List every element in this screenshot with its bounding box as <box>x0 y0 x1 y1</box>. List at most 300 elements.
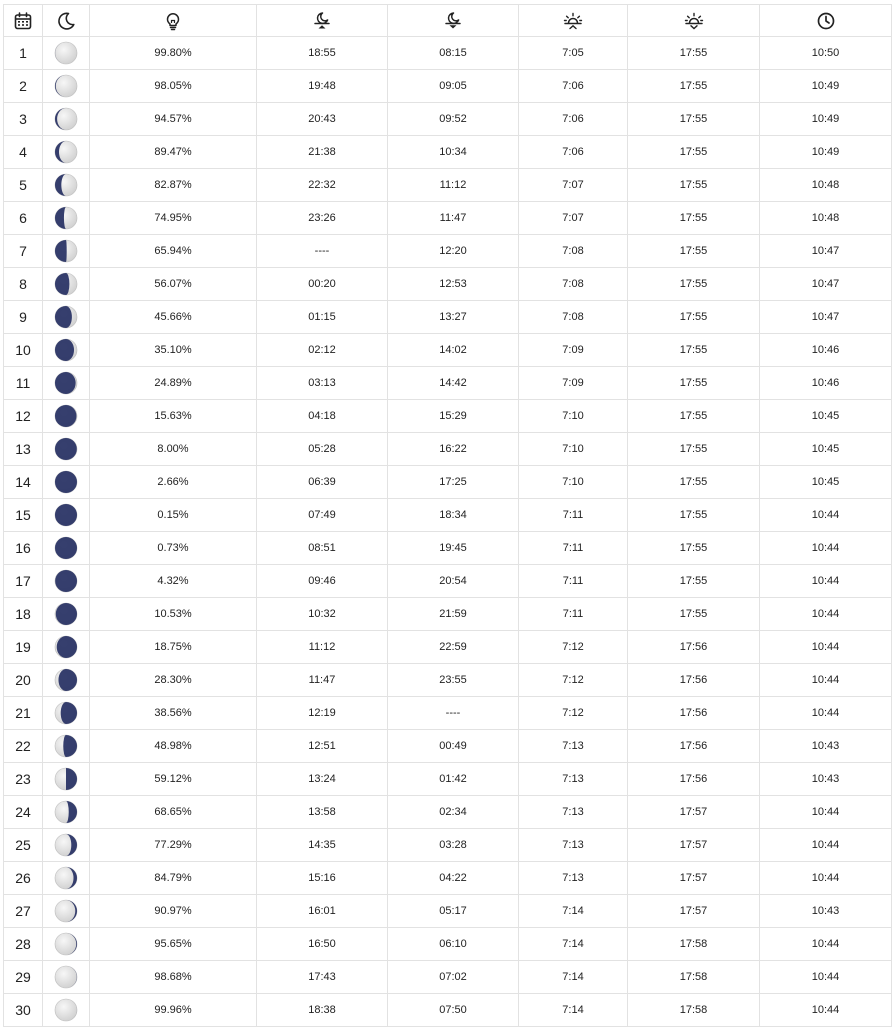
moon-phase-table <box>3 4 892 1027</box>
sunset-cell: 17:58 <box>628 994 760 1027</box>
moon-phase-icon <box>54 965 78 989</box>
moon-phase-cell <box>43 433 90 466</box>
moon-phase-cell <box>43 466 90 499</box>
moonset-cell: 03:28 <box>388 829 519 862</box>
moon-phase-cell <box>43 862 90 895</box>
table-row <box>4 37 892 70</box>
moon-phase-cell <box>43 730 90 763</box>
sunset-cell: 17:55 <box>628 37 760 70</box>
illumination-cell: 45.66% <box>90 301 257 334</box>
illumination-cell: 65.94% <box>90 235 257 268</box>
day-cell: 5 <box>4 169 43 202</box>
sunset-cell: 17:55 <box>628 433 760 466</box>
sunrise-cell: 7:14 <box>519 895 628 928</box>
sunset-cell: 17:57 <box>628 796 760 829</box>
day-cell: 8 <box>4 268 43 301</box>
day-length-cell: 10:46 <box>760 334 892 367</box>
calendar-icon <box>13 11 33 31</box>
moonrise-cell: 13:24 <box>257 763 388 796</box>
day-cell: 25 <box>4 829 43 862</box>
moon-phase-icon <box>54 899 78 923</box>
day-cell: 6 <box>4 202 43 235</box>
lightbulb-icon <box>163 11 183 31</box>
sunset-cell: 17:55 <box>628 136 760 169</box>
sunset-cell: 17:57 <box>628 829 760 862</box>
sunset-cell: 17:55 <box>628 367 760 400</box>
moonset-icon <box>443 11 463 31</box>
sunrise-cell: 7:10 <box>519 433 628 466</box>
moonrise-cell: 17:43 <box>257 961 388 994</box>
moonset-cell: 14:02 <box>388 334 519 367</box>
moon-phase-cell <box>43 268 90 301</box>
illumination-cell: 59.12% <box>90 763 257 796</box>
illumination-cell: 99.80% <box>90 37 257 70</box>
moonset-cell: 04:22 <box>388 862 519 895</box>
sunset-cell: 17:56 <box>628 664 760 697</box>
sunrise-cell: 7:12 <box>519 664 628 697</box>
illumination-cell: 82.87% <box>90 169 257 202</box>
moon-phase-icon <box>54 470 78 494</box>
table-row <box>4 565 892 598</box>
moonset-cell: ---- <box>388 697 519 730</box>
moon-phase-cell <box>43 631 90 664</box>
day-cell: 28 <box>4 928 43 961</box>
sunset-cell: 17:55 <box>628 400 760 433</box>
moonrise-cell: 09:46 <box>257 565 388 598</box>
day-length-cell: 10:44 <box>760 961 892 994</box>
day-cell: 11 <box>4 367 43 400</box>
moonset-cell: 22:59 <box>388 631 519 664</box>
moon-phase-icon <box>54 272 78 296</box>
moon-phase-cell <box>43 70 90 103</box>
illumination-cell: 48.98% <box>90 730 257 763</box>
header-illumination <box>90 5 257 37</box>
moonrise-cell: 13:58 <box>257 796 388 829</box>
moonrise-cell: 03:13 <box>257 367 388 400</box>
illumination-cell: 38.56% <box>90 697 257 730</box>
moonrise-cell: 15:16 <box>257 862 388 895</box>
moon-phase-icon <box>54 800 78 824</box>
moonrise-cell: 23:26 <box>257 202 388 235</box>
moon-phase-icon <box>54 635 78 659</box>
sunrise-cell: 7:11 <box>519 565 628 598</box>
day-cell: 21 <box>4 697 43 730</box>
moon-icon <box>56 11 76 31</box>
day-cell: 27 <box>4 895 43 928</box>
sunset-cell: 17:55 <box>628 103 760 136</box>
table-row <box>4 202 892 235</box>
table-row <box>4 796 892 829</box>
moonset-cell: 16:22 <box>388 433 519 466</box>
table-row <box>4 499 892 532</box>
day-length-cell: 10:50 <box>760 37 892 70</box>
day-cell: 9 <box>4 301 43 334</box>
day-length-cell: 10:44 <box>760 862 892 895</box>
moon-phase-icon <box>54 305 78 329</box>
header-moonrise <box>257 5 388 37</box>
moon-phase-icon <box>54 74 78 98</box>
moonrise-cell: 05:28 <box>257 433 388 466</box>
moon-phase-icon <box>54 701 78 725</box>
moon-phase-cell <box>43 103 90 136</box>
moon-phase-icon <box>54 239 78 263</box>
table-row <box>4 697 892 730</box>
sunrise-cell: 7:07 <box>519 169 628 202</box>
moonset-cell: 14:42 <box>388 367 519 400</box>
moon-phase-cell <box>43 235 90 268</box>
day-length-cell: 10:47 <box>760 235 892 268</box>
moon-phase-icon <box>54 833 78 857</box>
moonrise-cell: 14:35 <box>257 829 388 862</box>
illumination-cell: 4.32% <box>90 565 257 598</box>
sunrise-cell: 7:13 <box>519 829 628 862</box>
day-length-cell: 10:48 <box>760 202 892 235</box>
table-row <box>4 433 892 466</box>
table-row <box>4 730 892 763</box>
sunset-cell: 17:55 <box>628 268 760 301</box>
moonset-cell: 07:50 <box>388 994 519 1027</box>
moon-phase-cell <box>43 202 90 235</box>
moonset-cell: 19:45 <box>388 532 519 565</box>
moon-calendar <box>3 4 892 1027</box>
moon-phase-cell <box>43 301 90 334</box>
day-length-cell: 10:43 <box>760 895 892 928</box>
moonrise-cell: 11:12 <box>257 631 388 664</box>
moonrise-cell: 18:38 <box>257 994 388 1027</box>
sunset-cell: 17:58 <box>628 928 760 961</box>
table-row <box>4 862 892 895</box>
illumination-cell: 8.00% <box>90 433 257 466</box>
moon-phase-cell <box>43 928 90 961</box>
moon-phase-icon <box>54 41 78 65</box>
table-row <box>4 895 892 928</box>
illumination-cell: 74.95% <box>90 202 257 235</box>
moon-phase-icon <box>54 932 78 956</box>
illumination-cell: 98.05% <box>90 70 257 103</box>
table-row <box>4 367 892 400</box>
moon-phase-icon <box>54 998 78 1022</box>
sunrise-cell: 7:13 <box>519 763 628 796</box>
day-cell: 15 <box>4 499 43 532</box>
moonset-cell: 12:20 <box>388 235 519 268</box>
moon-phase-icon <box>54 767 78 791</box>
illumination-cell: 99.96% <box>90 994 257 1027</box>
table-row <box>4 70 892 103</box>
day-cell: 1 <box>4 37 43 70</box>
sunrise-cell: 7:08 <box>519 268 628 301</box>
moonset-cell: 06:10 <box>388 928 519 961</box>
moonrise-cell: 04:18 <box>257 400 388 433</box>
sunrise-cell: 7:13 <box>519 862 628 895</box>
day-length-cell: 10:46 <box>760 367 892 400</box>
moon-phase-icon <box>54 206 78 230</box>
sunrise-icon <box>563 11 583 31</box>
moon-phase-icon <box>54 437 78 461</box>
sunrise-cell: 7:13 <box>519 730 628 763</box>
moon-phase-cell <box>43 334 90 367</box>
sunset-cell: 17:55 <box>628 70 760 103</box>
day-length-cell: 10:48 <box>760 169 892 202</box>
header-sunset <box>628 5 760 37</box>
illumination-cell: 28.30% <box>90 664 257 697</box>
table-row <box>4 631 892 664</box>
table-row <box>4 961 892 994</box>
sunset-cell: 17:55 <box>628 532 760 565</box>
moonset-cell: 17:25 <box>388 466 519 499</box>
sunset-cell: 17:56 <box>628 730 760 763</box>
moonrise-cell: 16:50 <box>257 928 388 961</box>
day-cell: 12 <box>4 400 43 433</box>
day-length-cell: 10:47 <box>760 268 892 301</box>
table-row <box>4 334 892 367</box>
illumination-cell: 56.07% <box>90 268 257 301</box>
day-cell: 4 <box>4 136 43 169</box>
moonset-cell: 21:59 <box>388 598 519 631</box>
day-length-cell: 10:45 <box>760 400 892 433</box>
sunrise-cell: 7:08 <box>519 301 628 334</box>
day-length-cell: 10:44 <box>760 928 892 961</box>
day-cell: 16 <box>4 532 43 565</box>
sunset-cell: 17:55 <box>628 565 760 598</box>
sunrise-cell: 7:08 <box>519 235 628 268</box>
illumination-cell: 10.53% <box>90 598 257 631</box>
moon-phase-cell <box>43 796 90 829</box>
day-cell: 7 <box>4 235 43 268</box>
moon-phase-cell <box>43 532 90 565</box>
table-row <box>4 763 892 796</box>
illumination-cell: 89.47% <box>90 136 257 169</box>
moonset-cell: 20:54 <box>388 565 519 598</box>
table-row <box>4 994 892 1027</box>
day-length-cell: 10:47 <box>760 301 892 334</box>
moonset-cell: 11:12 <box>388 169 519 202</box>
sunrise-cell: 7:13 <box>519 796 628 829</box>
moon-phase-cell <box>43 400 90 433</box>
sunrise-cell: 7:12 <box>519 697 628 730</box>
table-body <box>4 37 892 1027</box>
moonset-cell: 07:02 <box>388 961 519 994</box>
clock-icon <box>816 11 836 31</box>
moonset-cell: 12:53 <box>388 268 519 301</box>
moon-phase-icon <box>54 404 78 428</box>
table-row <box>4 598 892 631</box>
moon-phase-icon <box>54 503 78 527</box>
day-length-cell: 10:49 <box>760 70 892 103</box>
sunrise-cell: 7:06 <box>519 70 628 103</box>
moonrise-cell: 21:38 <box>257 136 388 169</box>
moon-phase-cell <box>43 961 90 994</box>
sunrise-cell: 7:05 <box>519 37 628 70</box>
moon-phase-icon <box>54 734 78 758</box>
moonrise-cell: 06:39 <box>257 466 388 499</box>
moonset-cell: 05:17 <box>388 895 519 928</box>
table-row <box>4 301 892 334</box>
moon-phase-cell <box>43 565 90 598</box>
moonrise-cell: 11:47 <box>257 664 388 697</box>
moonset-cell: 15:29 <box>388 400 519 433</box>
day-length-cell: 10:44 <box>760 994 892 1027</box>
moonrise-cell: 16:01 <box>257 895 388 928</box>
day-cell: 3 <box>4 103 43 136</box>
moon-phase-icon <box>54 140 78 164</box>
moonrise-cell: 10:32 <box>257 598 388 631</box>
moonset-cell: 01:42 <box>388 763 519 796</box>
moon-phase-cell <box>43 367 90 400</box>
day-cell: 29 <box>4 961 43 994</box>
sunset-cell: 17:55 <box>628 301 760 334</box>
moonrise-cell: 00:20 <box>257 268 388 301</box>
day-cell: 24 <box>4 796 43 829</box>
moon-phase-icon <box>54 569 78 593</box>
day-cell: 10 <box>4 334 43 367</box>
table-row <box>4 400 892 433</box>
day-length-cell: 10:44 <box>760 664 892 697</box>
table-row <box>4 169 892 202</box>
sunrise-cell: 7:09 <box>519 334 628 367</box>
sunrise-cell: 7:10 <box>519 400 628 433</box>
sunset-icon <box>684 11 704 31</box>
moonset-cell: 09:52 <box>388 103 519 136</box>
sunrise-cell: 7:14 <box>519 928 628 961</box>
sunset-cell: 17:56 <box>628 631 760 664</box>
moon-phase-icon <box>54 371 78 395</box>
sunrise-cell: 7:11 <box>519 532 628 565</box>
moonset-cell: 08:15 <box>388 37 519 70</box>
moon-phase-cell <box>43 994 90 1027</box>
illumination-cell: 35.10% <box>90 334 257 367</box>
moonrise-cell: 12:51 <box>257 730 388 763</box>
moonset-cell: 23:55 <box>388 664 519 697</box>
moon-phase-icon <box>54 173 78 197</box>
illumination-cell: 84.79% <box>90 862 257 895</box>
moonset-cell: 18:34 <box>388 499 519 532</box>
moonrise-cell: 01:15 <box>257 301 388 334</box>
day-cell: 13 <box>4 433 43 466</box>
moonset-cell: 00:49 <box>388 730 519 763</box>
sunrise-cell: 7:11 <box>519 598 628 631</box>
day-length-cell: 10:49 <box>760 103 892 136</box>
moon-phase-cell <box>43 598 90 631</box>
sunset-cell: 17:57 <box>628 895 760 928</box>
moon-phase-icon <box>54 338 78 362</box>
table-row <box>4 235 892 268</box>
illumination-cell: 94.57% <box>90 103 257 136</box>
day-cell: 23 <box>4 763 43 796</box>
moonrise-icon <box>312 11 332 31</box>
moon-phase-cell <box>43 37 90 70</box>
header-moonset <box>388 5 519 37</box>
moonset-cell: 02:34 <box>388 796 519 829</box>
day-length-cell: 10:44 <box>760 631 892 664</box>
sunset-cell: 17:56 <box>628 763 760 796</box>
moon-phase-cell <box>43 169 90 202</box>
day-cell: 26 <box>4 862 43 895</box>
moon-phase-cell <box>43 763 90 796</box>
moonrise-cell: 02:12 <box>257 334 388 367</box>
day-length-cell: 10:44 <box>760 829 892 862</box>
illumination-cell: 0.73% <box>90 532 257 565</box>
sunset-cell: 17:55 <box>628 499 760 532</box>
sunset-cell: 17:55 <box>628 598 760 631</box>
day-cell: 18 <box>4 598 43 631</box>
table-row <box>4 136 892 169</box>
sunset-cell: 17:55 <box>628 466 760 499</box>
moonrise-cell: 18:55 <box>257 37 388 70</box>
sunset-cell: 17:57 <box>628 862 760 895</box>
sunrise-cell: 7:14 <box>519 961 628 994</box>
day-length-cell: 10:43 <box>760 763 892 796</box>
moonrise-cell: 12:19 <box>257 697 388 730</box>
moon-phase-icon <box>54 536 78 560</box>
illumination-cell: 2.66% <box>90 466 257 499</box>
day-length-cell: 10:44 <box>760 598 892 631</box>
illumination-cell: 90.97% <box>90 895 257 928</box>
day-length-cell: 10:45 <box>760 433 892 466</box>
sunset-cell: 17:56 <box>628 697 760 730</box>
day-cell: 17 <box>4 565 43 598</box>
header-day <box>4 5 43 37</box>
sunrise-cell: 7:11 <box>519 499 628 532</box>
moonset-cell: 11:47 <box>388 202 519 235</box>
moon-phase-icon <box>54 668 78 692</box>
header-day-length <box>760 5 892 37</box>
header-phase <box>43 5 90 37</box>
table-row <box>4 829 892 862</box>
day-length-cell: 10:44 <box>760 796 892 829</box>
moon-phase-cell <box>43 664 90 697</box>
day-cell: 20 <box>4 664 43 697</box>
illumination-cell: 0.15% <box>90 499 257 532</box>
illumination-cell: 95.65% <box>90 928 257 961</box>
table-header-row <box>4 5 892 37</box>
sunset-cell: 17:55 <box>628 334 760 367</box>
illumination-cell: 24.89% <box>90 367 257 400</box>
moon-phase-cell <box>43 136 90 169</box>
day-cell: 19 <box>4 631 43 664</box>
sunrise-cell: 7:09 <box>519 367 628 400</box>
table-row <box>4 928 892 961</box>
sunset-cell: 17:58 <box>628 961 760 994</box>
moon-phase-icon <box>54 866 78 890</box>
illumination-cell: 98.68% <box>90 961 257 994</box>
sunrise-cell: 7:10 <box>519 466 628 499</box>
day-cell: 22 <box>4 730 43 763</box>
moon-phase-icon <box>54 107 78 131</box>
illumination-cell: 18.75% <box>90 631 257 664</box>
table-row <box>4 268 892 301</box>
moonset-cell: 09:05 <box>388 70 519 103</box>
illumination-cell: 15.63% <box>90 400 257 433</box>
day-cell: 14 <box>4 466 43 499</box>
day-length-cell: 10:43 <box>760 730 892 763</box>
moonrise-cell: 19:48 <box>257 70 388 103</box>
day-length-cell: 10:45 <box>760 466 892 499</box>
day-length-cell: 10:44 <box>760 565 892 598</box>
sunrise-cell: 7:06 <box>519 103 628 136</box>
moonrise-cell: 22:32 <box>257 169 388 202</box>
moon-phase-icon <box>54 602 78 626</box>
day-length-cell: 10:44 <box>760 532 892 565</box>
day-length-cell: 10:44 <box>760 697 892 730</box>
sunrise-cell: 7:06 <box>519 136 628 169</box>
illumination-cell: 68.65% <box>90 796 257 829</box>
moonrise-cell: 20:43 <box>257 103 388 136</box>
moonrise-cell: ---- <box>257 235 388 268</box>
sunset-cell: 17:55 <box>628 235 760 268</box>
moonset-cell: 13:27 <box>388 301 519 334</box>
day-length-cell: 10:49 <box>760 136 892 169</box>
header-sunrise <box>519 5 628 37</box>
